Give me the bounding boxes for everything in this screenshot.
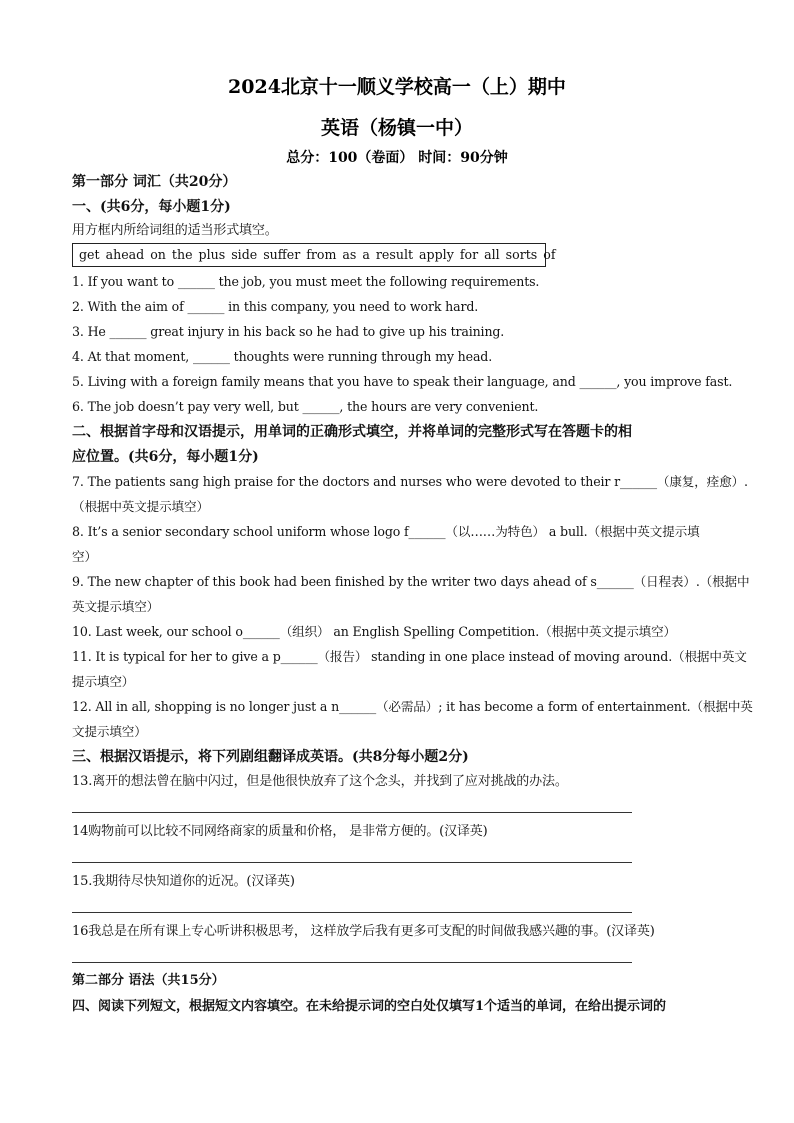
question-11: 11. It is typical for her to give a p______（报告） standing in one place instead of moving around.（根据中英文 [72,649,747,664]
question-16: 16我总是在所有课上专心听讲积极思考， 这样放学后我有更多可支配的时间做我感兴趣的事。(汉译英) [72,924,655,939]
answer-line-15[interactable] [72,912,632,913]
score-time-line: 总分：100（卷面） 时间：90分钟 [286,150,508,166]
question-4: 4. At that moment, ______ thoughts were running through my head. [72,349,493,364]
section2-heading-line2: 应位置。(共6分，每小题1分) [72,449,259,465]
question-6: 6. The job doesn’t pay very well, but ______, the hours are very convenient. [72,399,539,414]
question-15: 15.我期待尽快知道你的近况。(汉译英) [72,874,295,889]
part2-heading: 第二部分 语法（共15分） [72,973,225,988]
answer-line-13[interactable] [72,812,632,813]
question-10: 10. Last week, our school o______（组织） an English Spelling Competition.（根据中英文提示填空） [72,624,676,639]
question-3: 3. He ______ great injury in his back so he had to give up his training. [72,324,505,339]
answer-line-14[interactable] [72,862,632,863]
question-11-cont: 提示填空） [72,674,135,689]
question-9: 9. The new chapter of this book had been finished by the writer two days ahead of s______（日程表）.（根据中 [72,574,750,589]
exam-title: 2024北京十一顺义学校高一（上）期中 [228,76,566,98]
section4-heading: 四、阅读下列短文，根据短文内容填空。在未给提示词的空白处仅填写1个适当的单词，在给出提示词的 [72,999,667,1014]
section1-instruction: 用方框内所给词组的适当形式填空。 [72,223,278,238]
question-8: 8. It’s a senior secondary school uniform whose logo f______（以……为特色） a bull.（根据中英文提示填 [72,524,700,539]
question-7-cont: （根据中英文提示填空） [72,499,209,514]
question-13: 13.离开的想法曾在脑中闪过，但是他很快放弃了这个念头，并找到了应对挑战的办法。 [72,774,568,789]
question-7: 7. The patients sang high praise for the doctors and nurses who were devoted to their r______（康复，痊愈）. [72,474,748,489]
question-14: 14购物前可以比较不同网络商家的质量和价格， 是非常方便的。(汉译英) [72,824,488,839]
question-5: 5. Living with a foreign family means that you have to speak their language, and ______, you improve fast. [72,374,733,389]
section3-heading: 三、根据汉语提示，将下列剧组翻译成英语。(共8分每小题2分) [72,749,469,765]
question-1: 1. If you want to ______ the job, you must meet the following requirements. [72,274,540,289]
question-12-cont: 文提示填空） [72,724,147,739]
question-12: 12. All in all, shopping is no longer just a n______（必需品）; it has become a form of entertainment.（根据中英 [72,699,753,714]
part1-heading: 第一部分 词汇（共20分） [72,174,237,190]
question-2: 2. With the aim of ______ in this company, you need to work hard. [72,299,479,314]
section1-heading: 一、(共6分，每小题1分) [72,199,231,215]
word-box: get ahead on the plus side suffer from as a result apply for all sorts of [72,243,546,267]
section2-heading-line1: 二、根据首字母和汉语提示，用单词的正确形式填空，并将单词的完整形式写在答题卡的相 [72,424,632,440]
answer-line-16[interactable] [72,962,632,963]
question-9-cont: 英文提示填空） [72,599,160,614]
question-8-cont: 空） [72,549,97,564]
exam-subtitle: 英语（杨镇一中） [320,117,473,139]
